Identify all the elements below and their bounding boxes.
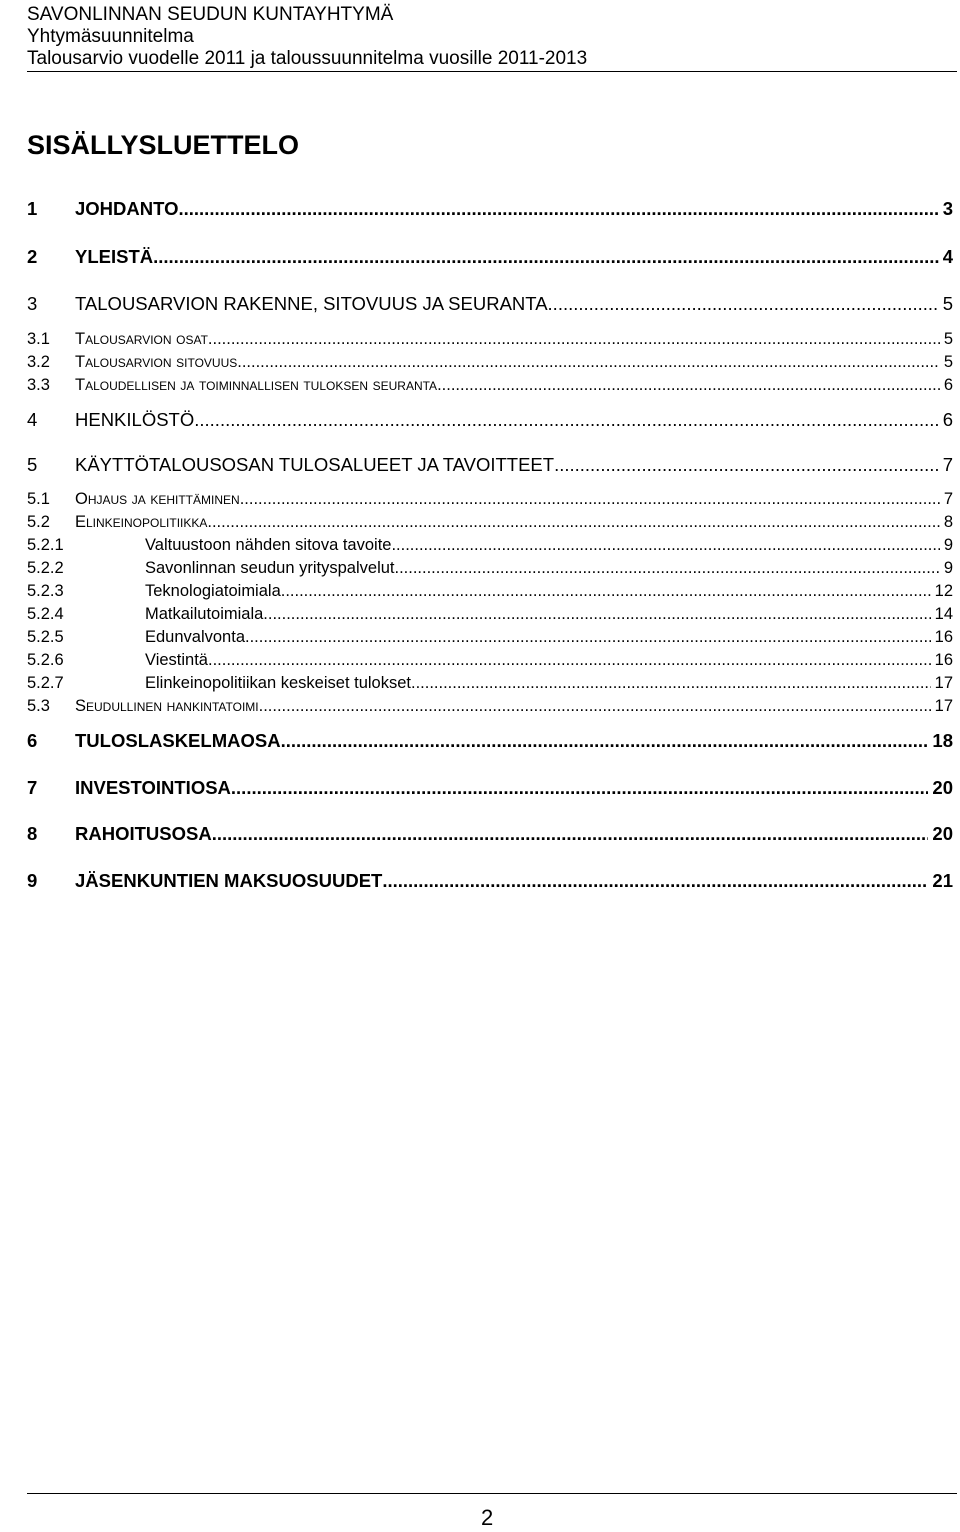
toc-entry-page: 5: [943, 330, 953, 348]
toc-entry-page: 20: [932, 823, 953, 844]
toc-entry-number: 5.2.7: [27, 674, 64, 692]
toc-entry-number: 5.2.2: [27, 559, 64, 577]
toc-entry-number: 9: [27, 870, 38, 891]
toc-entry-number: 8: [27, 823, 38, 844]
toc-entry[interactable]: [27, 674, 953, 693]
toc-entry-label: Savonlinnan seudun yrityspalvelut: [145, 559, 395, 577]
toc-title: SISÄLLYSLUETTELO: [27, 130, 300, 160]
toc-leader: [411, 674, 931, 693]
toc-entry[interactable]: [27, 651, 953, 670]
toc-leader: [153, 246, 939, 268]
toc-entry-label: RAHOITUSOSA: [75, 823, 212, 844]
toc-entry-label: Elinkeinopolitiikan keskeiset tulokset: [145, 674, 411, 692]
toc-entry-number: 3.1: [27, 330, 50, 348]
toc-leader: [281, 582, 931, 601]
toc-entry-page: 6: [943, 376, 953, 394]
toc-entry-page: 20: [932, 777, 953, 798]
toc-entry-page: 9: [943, 536, 953, 554]
toc-entry-label: Edunvalvonta: [145, 628, 245, 646]
toc-entry-label: Elinkeinopolitiikka: [75, 513, 208, 531]
toc-entry[interactable]: [27, 490, 953, 509]
toc-entry-page: 16: [934, 651, 953, 669]
page-header: [27, 4, 587, 70]
toc-entry-page: 14: [934, 605, 953, 623]
toc-entry[interactable]: [27, 536, 953, 555]
toc-entry-label: JÄSENKUNTIEN MAKSUOSUUDET: [75, 870, 383, 891]
toc-leader: [281, 730, 929, 752]
toc-leader: [259, 697, 931, 716]
toc-leader: [237, 353, 940, 372]
toc-entry-label: Viestintä: [145, 651, 208, 669]
toc-entry-label: KÄYTTÖTALOUSOSAN TULOSALUEET JA TAVOITTEET: [75, 454, 555, 475]
toc-entry-label: Talousarvion osat: [75, 330, 208, 348]
toc-entry[interactable]: [27, 559, 953, 578]
toc-entry-number: 5.2: [27, 513, 50, 531]
toc-leader: [263, 605, 930, 624]
page-number: 2: [481, 1505, 494, 1530]
toc-entry-label: Talousarvion sitovuus: [75, 353, 238, 371]
toc-entry[interactable]: [27, 330, 953, 349]
toc-entry-number: 5.2.6: [27, 651, 64, 669]
toc-entry[interactable]: [27, 628, 953, 647]
toc-entry-number: 5.2.1: [27, 536, 64, 554]
toc-entry-number: 3.2: [27, 353, 50, 371]
toc-entry[interactable]: [27, 513, 953, 532]
toc-entry-page: 7: [942, 454, 953, 475]
toc-entry-label: HENKILÖSTÖ: [75, 409, 195, 430]
toc-entry-number: 5.2.4: [27, 605, 64, 623]
toc-entry-number: 4: [27, 409, 38, 430]
toc-entry-label: Teknologiatoimiala: [145, 582, 281, 600]
toc-entry[interactable]: [27, 198, 953, 220]
toc-entry[interactable]: [27, 353, 953, 372]
toc-leader: [178, 198, 938, 220]
toc-entry-number: 5.2.3: [27, 582, 64, 600]
toc-entry[interactable]: [27, 870, 953, 892]
toc-entry-number: 7: [27, 777, 38, 798]
toc-entry-page: 16: [934, 628, 953, 646]
toc-leader: [437, 376, 940, 395]
footer-divider: [27, 1493, 957, 1494]
toc-entry-page: 5: [943, 353, 953, 371]
toc-entry-page: 12: [934, 582, 953, 600]
toc-entry[interactable]: [27, 454, 953, 476]
toc-entry-number: 5: [27, 454, 38, 475]
toc-entry-label: YLEISTÄ: [75, 246, 154, 267]
toc-entry[interactable]: [27, 409, 953, 431]
toc-leader: [208, 651, 931, 670]
header-budget: Talousarvio vuodelle 2011 ja taloussuunnitelma vuosille 2011-2013: [27, 48, 588, 69]
toc-entry-number: 3: [27, 293, 38, 314]
toc-entry[interactable]: [27, 293, 953, 315]
toc-entry-label: Valtuustoon nähden sitova tavoite: [145, 536, 392, 554]
toc-entry-number: 6: [27, 730, 38, 751]
toc-entry-number: 5.3: [27, 697, 50, 715]
toc-entry-page: 17: [934, 674, 953, 692]
toc-entry-label: TALOUSARVION RAKENNE, SITOVUUS JA SEURANTA: [75, 293, 548, 314]
toc-entry-number: 5.1: [27, 490, 50, 508]
toc-leader: [231, 777, 929, 799]
toc-leader: [245, 628, 931, 647]
toc-entry[interactable]: [27, 246, 953, 268]
toc-entry-label: Matkailutoimiala: [145, 605, 264, 623]
toc-entry-label: Taloudellisen ja toiminnallisen tuloksen seuranta: [75, 376, 438, 394]
toc-entry-label: INVESTOINTIOSA: [75, 777, 231, 798]
toc-entry[interactable]: [27, 605, 953, 624]
toc-entry[interactable]: [27, 777, 953, 799]
toc-leader: [548, 293, 939, 315]
toc-entry-label: Seudullinen hankintatoimi: [75, 697, 259, 715]
toc-entry-page: 21: [932, 870, 953, 891]
toc-entry-page: 3: [942, 198, 953, 219]
toc-entry[interactable]: [27, 823, 953, 845]
toc-leader: [395, 559, 940, 578]
toc-entry-page: 8: [943, 513, 953, 531]
header-divider: [27, 71, 957, 72]
toc-entry-label: JOHDANTO: [75, 198, 179, 219]
toc-entry[interactable]: [27, 730, 953, 752]
toc-entry-page: 9: [943, 559, 953, 577]
toc-entry-label: TULOSLASKELMAOSA: [75, 730, 281, 751]
toc-entry-page: 17: [934, 697, 953, 715]
toc-entry-number: 1: [27, 198, 38, 219]
header-plan: Yhtymäsuunnitelma: [27, 26, 194, 47]
toc-entry[interactable]: [27, 697, 953, 716]
toc-entry-page: 4: [942, 246, 953, 267]
toc-leader: [382, 870, 928, 892]
toc-leader: [554, 454, 939, 476]
toc-entry[interactable]: [27, 376, 953, 395]
toc-leader: [208, 330, 940, 349]
toc-entry-number: 3.3: [27, 376, 50, 394]
toc-leader: [194, 409, 938, 431]
toc-entry-number: 5.2.5: [27, 628, 64, 646]
toc-leader: [240, 490, 940, 509]
toc-leader: [212, 823, 929, 845]
toc-entry[interactable]: [27, 582, 953, 601]
header-org: SAVONLINNAN SEUDUN KUNTAYHTYMÄ: [27, 4, 394, 25]
toc-leader: [207, 513, 939, 532]
toc-leader: [391, 536, 939, 555]
toc-entry-number: 2: [27, 246, 38, 267]
toc-entry-label: Ohjaus ja kehittäminen: [75, 490, 240, 508]
toc-entry-page: 7: [943, 490, 953, 508]
toc-entry-page: 18: [932, 730, 953, 751]
toc-entry-page: 5: [942, 293, 953, 314]
toc-entry-page: 6: [942, 409, 953, 430]
